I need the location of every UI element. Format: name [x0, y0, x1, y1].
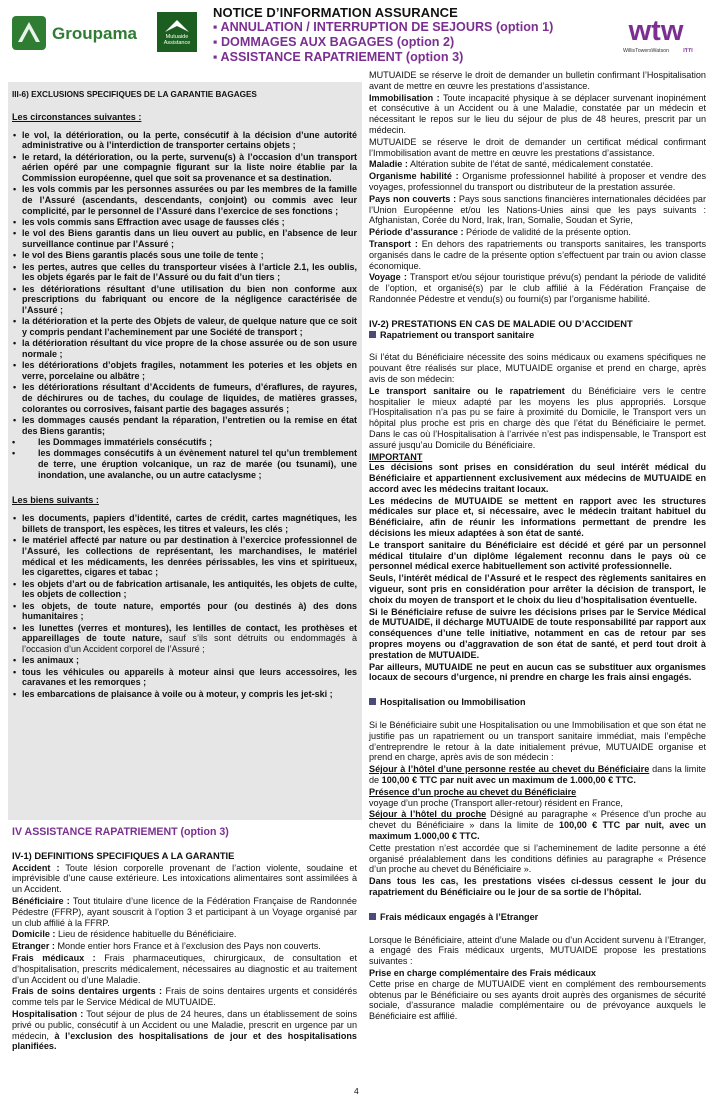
definitions-list [12, 863, 357, 1053]
frais-intro: Lorsque le Bénéficiaire, atteint d’une Malade ou d’un Accident survenu à l’Etranger, a engagé des Frais médicaux urgents, MUTUAIDE propose les prestations suivantes : [369, 934, 706, 967]
goods-heading: Les biens suivants : [12, 495, 99, 506]
circumstances-heading: Les circonstances suivantes : [12, 111, 142, 122]
header-option-2: ▪ DOMMAGES AUX BAGAGES (option 2) [213, 35, 455, 49]
exclusions-section [12, 90, 357, 700]
svg-text:I′I′I′I: I′I′I′I [683, 48, 693, 54]
hospitalisation-confirm: MUTUAIDE se réserve le droit de demander un bulletin confirmant l’Hospitalisation avant de mettre en œuvre les prestations d’assistance. [369, 70, 706, 91]
right-column [369, 70, 706, 1023]
list-item: • les documents, papiers d’identité, cartes de crédit, cartes magnétiques, les billets de transport, les espèces, les titres et valeurs, les clés ; [12, 513, 357, 534]
rapatriement-detail: Le transport sanitaire ou le rapatriement du Bénéficiaire vers le centre hospitalier le mieux adapté par les moyens les plus appropriés. Lorsque l’Hospitalisation n’a pas pu se faire à proximité du Domicile, le Transport vers un hôpital plus proche est pris en charge dès que l’état du Bénéficiaire le permet. Dans le cas où l’Hospitalisation à l’arrivée n’est pas indispensable, le Transport est assuré jusqu’au Domicile du Bénéficiaire. [369, 385, 706, 450]
important-item: Seuls, l’intérêt médical de l’Assuré et le respect des règlements sanitaires en vigueur, sont pris en considération pour arrêter la décision de transport, le choix du moyen de transport et le choix du lieu d’hospitalisation éventuelle. [369, 573, 706, 605]
rapatriement-intro: Si l’état du Bénéficiaire nécessite des soins médicaux ou examens spécifiques ne pouvant être réalisés sur place, MUTUAIDE organise et prend en charge, après avis de son médecin: [369, 352, 706, 384]
definition-item: Hospitalisation : Tout séjour de plus de 24 heures, dans un établissement de soins privé ou public, consécutif à un Accident ou une Maladie, prescrit en urgence par un médecin, à l’exclusion des hospitalisations de jour et des hospitalisations planifiées. [12, 1008, 357, 1052]
important-item: Les décisions sont prises en considération du seul intérêt médical du Bénéficiaire et appartiennent exclusivement aux médecins de MUTUAIDE en accord avec les médecins traitant locaux. [369, 462, 706, 494]
frais-subheading: Prise en charge complémentaire des Frais médicaux [369, 967, 596, 978]
notice-title: NOTICE D’INFORMATION ASSURANCE [213, 5, 458, 20]
list-item: • le vol des Biens garantis placés sous une toile de tente ; [12, 250, 357, 261]
svg-text:Assistance: Assistance [163, 40, 191, 46]
def-pays-non-couverts: Pays non couverts : Pays sous sanctions financières internationales décidées par l’Union Européenne et/ou les Nations-Unies ainsi que les pays suivants : Afghanistan, Corée du Nord, Irak, Iran, Somalie, Soudan et Syrie, [369, 193, 707, 226]
def-maladie: Maladie : Altération subite de l’état de santé, médicalement constatée. [369, 159, 654, 170]
important-item: Par ailleurs, MUTUAIDE ne peut en aucun cas se substituer aux organismes locaux de secours d’urgence, ni prendre en charge les frais ainsi engagés. [369, 661, 706, 683]
svg-text:WillisTowersWatson: WillisTowersWatson [623, 48, 669, 54]
groupama-wordmark: Groupama [52, 24, 138, 43]
definition-item: Bénéficiaire : Tout titulaire d’une licence de la Fédération Française de Randonnée Pédestre (FFRP), ayant souscrit à l’option 3 et participant à un Voyage organisé par un club affilié à la FFRP. [12, 895, 357, 928]
hospitalisation-heading: Hospitalisation ou Immobilisation [369, 697, 706, 708]
important-item: Le transport sanitaire du Bénéficiaire est décidé et géré par un personnel médical titulaire d’un diplôme légalement reconnu dans le pays où ce personnel médical exerce habituellement son activité professionnelle. [369, 539, 706, 572]
header-option-1: ▪ ANNULATION / INTERRUPTION DE SEJOURS (option 1) [213, 20, 554, 34]
document-header [213, 5, 603, 65]
list-item: • les vols commis sans Effraction avec usage de fausses clés ; [12, 217, 357, 228]
frais-detail: Cette prise en charge de MUTUAIDE vient en complément des remboursements obtenus par le Bénéficiaire ou ses ayants droit auprès des organismes de sécurité sociale, d’assurance maladie complémentaire ou de prévoyance auxquels le Bénéficiaire est affilié. [369, 978, 706, 1022]
list-item: • les lunettes (verres et montures), les lentilles de contact, les prothèses et appareillages de toute nature, sauf s’ils sont détruits ou endommagés à l’occasion d’un Accident corporel de l’Assuré ; [12, 623, 357, 655]
definition-item: Domicile : Lieu de résidence habituelle du Bénéficiaire. [12, 929, 237, 940]
list-item: • les animaux ; [12, 655, 357, 666]
def-organisme: Organisme habilité : Organisme professionnel habilité à proposer et vendre des voyages, professionnel du transport ou distributeur de la prestation assurée. [369, 171, 706, 192]
assistance-title: IV ASSISTANCE RAPATRIEMENT (option 3) [12, 826, 229, 838]
square-bullet-icon [369, 331, 376, 338]
presence-proche: Présence d’un proche au chevet du Bénéficiaire [369, 786, 577, 797]
list-item: • le retard, la détérioration, ou la perte, survenu(s) à l’occasion d’un transport aérien opéré par une compagnie figurant sur la liste noire établie par la Commission européenne, quel que soit sa provenance et sa destination. [12, 152, 357, 184]
page-number: 4 [354, 1086, 359, 1096]
prestation-end: Dans tous les cas, les prestations visées ci-dessus cessent le jour du rapatriement du Bénéficiaire ou le jour de sa sortie de l’hôpital. [369, 876, 706, 897]
list-item: • les embarcations de plaisance à voile ou à moteur, y compris les jet-ski ; [12, 689, 357, 700]
circumstances-list [12, 130, 357, 481]
important-list [369, 462, 706, 683]
goods-list [12, 513, 357, 699]
list-item: • les détériorations résultant d’Accidents de fumeurs, d’éraflures, de rayures, de déchirures ou de taches, du coulage de liquides, de matières grasses, colorantes ou corrosives, faisant partie des bagages assurés ; [12, 382, 357, 414]
presence-proche-detail: voyage d’un proche (Transport aller-retour) résident en France, [369, 797, 623, 808]
square-bullet-icon [369, 913, 376, 920]
list-item: • tous les véhicules ou appareils à moteur ainsi que leurs accessoires, les caravanes et les remorques ; [12, 667, 357, 688]
definitions-title: IV-1) DEFINITIONS SPECIFIQUES A LA GARANTIE [12, 849, 235, 861]
list-item: • les détériorations résultant d’une utilisation du bien non conforme aux prescriptions du fabriquant ou encore de la négligence caractérisée de l’Assuré ; [12, 284, 357, 316]
assistance-section [12, 827, 357, 1053]
svg-text:wtw: wtw [628, 15, 684, 47]
list-item: • les objets d’art ou de fabrication artisanale, les antiquités, les objets de culte, les objets de collection ; [12, 579, 357, 600]
definition-item: Etranger : Monde entier hors France et à l’exclusion des Pays non couverts. [12, 941, 321, 952]
exclusions-title: III-6) EXCLUSIONS SPECIFIQUES DE LA GARANTIE BAGAGES [12, 90, 257, 99]
sejour-hotel-proche: Séjour à l’hôtel du proche Désigné au paragraphe « Présence d’un proche au chevet du Bénéficiaire » dans la limite de 100,00 € TTC par nuit, avec un maximum 1.000,00 € TTC. [369, 809, 707, 841]
square-bullet-icon [369, 698, 376, 705]
list-item: • les Dommages immatériels consécutifs ; [12, 437, 357, 448]
list-item: • le matériel affecté par nature ou par destination à l’exercice professionnel de l’Assuré, les collections de représentant, les marchandises, le matériel médical et les médicaments, les denrées périssables, les vins et spiritueux, les cigarettes, cigares et tabac ; [12, 535, 357, 578]
groupama-logo [12, 14, 147, 52]
rapatriement-heading: Rapatriement ou transport sanitaire [369, 330, 706, 341]
frais-heading: Frais médicaux engagés à l’Etranger [369, 912, 706, 923]
list-item: • les détériorations d’objets fragiles, notamment les poteries et les objets en verre, porcelaine ou albâtre ; [12, 360, 357, 381]
prestation-condition: Cette prestation n’est accordée que si l’acheminement de ladite personne a été organisé préalablement dans les conditions définies au paragraphe « Présence d’un proche au chevet du Bénéficiaire ». [369, 842, 706, 875]
definition-item: Accident : Toute lésion corporelle provenant de l’action violente, soudaine et imprévisible d’une cause extérieure. Les intoxications alimentaires sont assimilées à un Accident. [12, 862, 358, 895]
sejour-hotel-personne: Séjour à l’hôtel d’une personne restée au chevet du Bénéficiaire dans la limite de 100,00 € TTC par nuit avec un maximum de 1.000,00 € TTC. [369, 764, 706, 786]
list-item: • les pertes, autres que celles du transporteur visées à l’article 2.1, les oublis, les objets égarés par le fait de l’Assuré ou du fait d’un tiers ; [12, 262, 357, 283]
wtw-logo [606, 14, 706, 56]
hospitalisation-intro: Si le Bénéficiaire subit une Hospitalisation ou une Immobilisation et que son état ne justifie pas un rapatriement ou un transport sanitaire immédiat, mais l’empêche d’entreprendre le retour à la date initialement prévue, MUTUAIDE organise et prend en charge, après avis de son médecin : [369, 720, 706, 763]
list-item: • les dommages causés pendant la réparation, l’entretien ou la remise en état des Biens garantis; [12, 415, 357, 436]
prestations-title: IV-2) PRESTATIONS EN CAS DE MALADIE OU D’ACCIDENT [369, 317, 633, 329]
list-item: • les objets, de toute nature, emportés pour (ou destinés à) des dons humanitaires ; [12, 601, 357, 622]
list-item: • les vols commis par les personnes assurées ou par les membres de la famille de l’Assuré (ascendants, descendants, conjoint) ou commis avec leur complicité, par le personnel de l’Assuré dans l’exercice de ses fonctions ; [12, 184, 357, 216]
important-item: Les médecins de MUTUAIDE se mettent en rapport avec les structures médicales sur place et, si nécessaire, avec le médecin traitant habituel du Bénéficiaire, afin de réunir les informations permettant de prendre les décisions les mieux adaptées à son état de santé. [369, 495, 706, 539]
important-label: IMPORTANT [369, 451, 423, 462]
important-item: Si le Bénéficiaire refuse de suivre les décisions prises par le Service Médical de MUTUAIDE, il décharge MUTUAIDE de toute responsabilité par rapport aux conséquences d’une telle initiative, notamment en cas de retour par ses propres moyens ou d’aggravation de son état de santé, et perd tout droit à prestation de MUTUAIDE. [369, 606, 706, 660]
def-periode: Période d’assurance : Période de validité de la présente option. [369, 227, 631, 238]
immobilisation-confirm: MUTUAIDE se réserve le droit de demander un certificat médical confirmant l’Immobilisation avant de mettre en œuvre les prestations d’assistance. [369, 136, 706, 158]
list-item: • les dommages consécutifs à un évènement naturel tel qu’un tremblement de terre, une éruption volcanique, un raz de marée (ou tsunami), une inondation, une avalanche, ou un autre cataclysme ; [12, 448, 357, 480]
list-item: • la détérioration résultant du vice propre de la chose assurée ou de son usure normale ; [12, 338, 357, 359]
svg-text:Mutuaide: Mutuaide [165, 34, 189, 40]
list-item: • la détérioration et la perte des Objets de valeur, de quelque nature que ce soit y compris pendant l’acheminement par une Société de transport ; [12, 316, 357, 337]
header-option-3: ▪ ASSISTANCE RAPATRIEMENT (option 3) [213, 50, 464, 64]
mutuaide-logo [157, 12, 197, 52]
def-immobilisation: Immobilisation : Toute incapacité physique à se déplacer survenant inopinément et consécutive à un Accident ou à une Maladie, constatée par un médecin et nécessitant le repos sur le lieu du séjour de plus de 48 heures, prescrit par un médecin. [369, 92, 706, 135]
def-voyage: Voyage : Transport et/ou séjour touristique prévu(s) pendant la période de validité de l’option, et organisé(s) par le club affilié à la Fédération Française de Randonnée Pédestre et vendu(s) ou fourni(s) par l’organisme habilité. [369, 272, 706, 304]
list-item: • le vol des Biens garantis dans un lieu ouvert au public, en l’absence de leur surveillance continue par l’Assuré ; [12, 228, 357, 249]
definition-item: Frais de soins dentaires urgents : Frais de soins dentaires urgents et considérés comme tels par le Service Médical de MUTUAIDE. [12, 986, 357, 1008]
list-item: • le vol, la détérioration, ou la perte, consécutif à la décision d’une autorité administrative ou à l’interdiction de transporter certains objets ; [12, 130, 357, 151]
def-transport: Transport : En dehors des rapatriements ou transports sanitaires, les transports organisés dans le cadre de la présente option s’effectuent par train ou avion classe économique. [369, 238, 707, 271]
definition-item: Frais médicaux : Frais pharmaceutiques, chirurgicaux, de consultation et d’hospitalisation, prescrits médicalement, nécessaires au diagnostic et au traitement d’un Accident ou d’une Maladie. [12, 952, 357, 985]
